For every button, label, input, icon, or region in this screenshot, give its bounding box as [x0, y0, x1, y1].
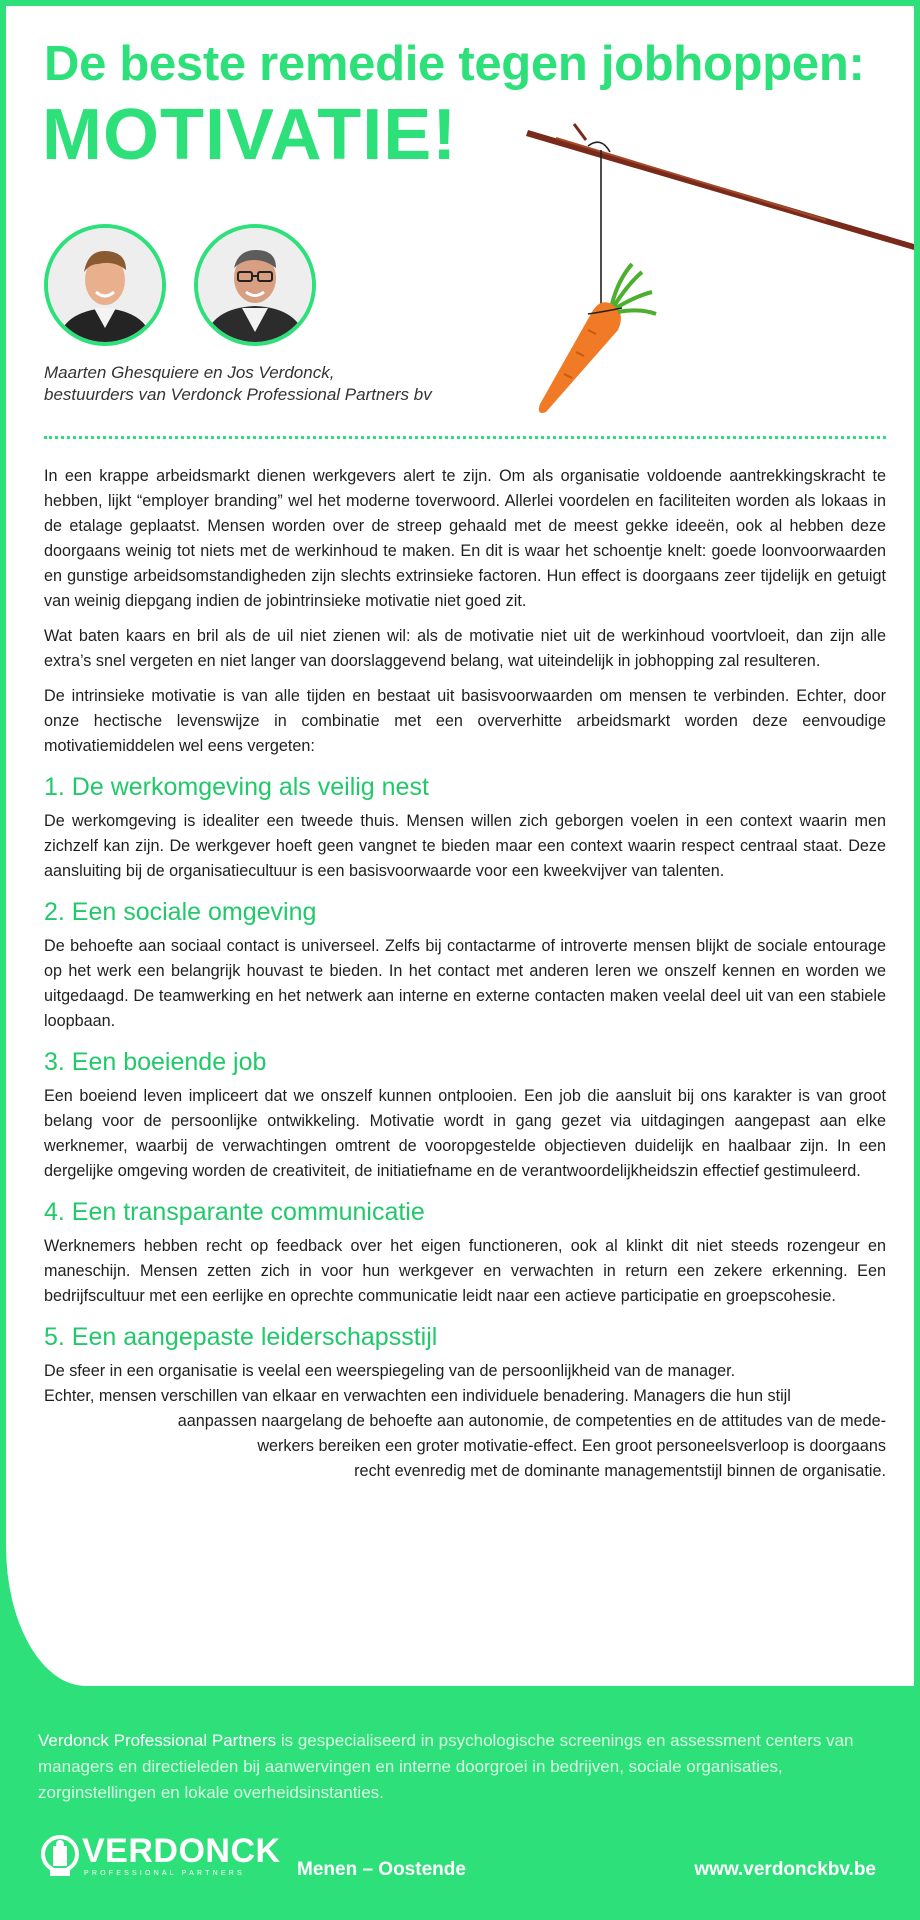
carrot-shape [539, 264, 656, 413]
section-heading-3: 3. Een boeiende job [44, 1048, 267, 1076]
article-page [6, 6, 914, 1686]
section-heading-1: 1. De werkomgeving als veilig nest [44, 773, 429, 801]
section-heading-4: 4. Een transparante communicatie [44, 1198, 425, 1226]
logo-subtitle: PROFESSIONAL PARTNERS [84, 1870, 245, 1877]
section-text-3: Een boeiend leven impliceert dat we onszelf kunnen ontplooien. Een job die aansluit bij ons karakter is van groot belang voor de persoonlijke ontwikkeling. Motivatie wordt in gang gezet via uitdagingen aangepast aan elke werknemer, waarbij de verwachtingen omtrent de vooropgestelde objectieven duidelijk en haalbaar zijn. In een dergelijke omgeving worden de creativiteit, de initiatiefname en de verantwoordelijkheidszin effectief gestimuleerd. [44, 1087, 886, 1180]
section-heading-5: 5. Een aangepaste leiderschapsstijl [44, 1323, 438, 1351]
footer-brand-name: Verdonck Professional Partners [38, 1731, 277, 1750]
logo-emblem-icon [40, 1834, 80, 1880]
footer-cities: Menen – Oostende [297, 1859, 466, 1880]
intro-paragraph-3: De intrinsieke motivatie is van alle tijden en bestaat uit basisvoorwaarden om mensen te verbinden. Echter, door onze hectische levenswijze in combinatie met een oververhitte arbeidsmarkt worden deze eenvoudige motivatiemiddelen wel eens vergeten: [44, 687, 886, 755]
section-text-5 [44, 1359, 886, 1484]
caption-line-1: Maarten Ghesquiere en Jos Verdonck, [44, 363, 335, 382]
section-5-line-3: aanpassen naargelang de behoefte aan autonomie, de competenties en de attitudes van de mede- [177, 1412, 886, 1430]
section-text-2: De behoefte aan sociaal contact is universeel. Zelfs bij contactarme of introverte mensen blijkt de sociale entourage op het werk een belangrijk houvast te bieden. In het contact met anderen leren we onszelf kennen en worden we uitgedaagd. De teamwerking en het netwerk aan interne en externe contacten maken veelal deel uit van een stabiele loopbaan. [44, 937, 886, 1030]
logo-word: VERDONCK [82, 1832, 281, 1870]
section-text-4: Werknemers hebben recht op feedback over het eigen functioneren, ook al klinkt dit niet steeds rozengeur en maneschijn. Mensen zetten zich in voor hun werkgever en verwachten in return een zekere erkenning. Een bedrijfscultuur met een eerlijke en oprechte communicatie leidt naar een actieve participatie en groepscohesie. [44, 1237, 886, 1305]
intro-paragraph-1: In een krappe arbeidsmarkt dienen werkgevers alert te zijn. Om als organisatie voldoende aantrekkingskracht te hebben, lijkt “employer branding” wel het moderne toverwoord. Allerlei voordelen en faciliteiten worden als lokaas in de etalage geplaatst. Mensen worden over de streep gehaald met de meest gekke ideeën, ook al hebben deze doorgaans weinig tot niets met de werkinhoud te maken. En dit is waar het schoentje knelt: goede loonvoorwaarden en gunstige arbeidsomstandigheden zijn slechts extrinsieke factoren. Hun effect is doorgaans zeer tijdelijk en getuigt van weinig diepgang indien de jobintrinsieke motivatie niet goed zit. [44, 467, 886, 610]
article-body [44, 464, 886, 1484]
footer-description [38, 1728, 888, 1806]
avatar-maarten-ghesquiere [44, 224, 166, 346]
section-5-line-1: De sfeer in een organisatie is veelal een weerspiegeling van de persoonlijkheid van de manager. [44, 1362, 736, 1380]
section-5-line-5: recht evenredig met de dominante managementstijl binnen de organisatie. [354, 1462, 886, 1480]
footer-description-text: is gespecialiseerd in psychologische screenings en assessment centers van managers en directieleden bij aanwervingen en interne doorgroei in bedrijven, sociale organisaties, zorginstellingen en lokale overheidsinstanties. [38, 1731, 854, 1802]
intro-paragraph-2: Wat baten kaars en bril als de uil niet zienen wil: als de motivatie niet uit de werkinhoud voortvloeit, dan zijn alle extra’s snel vergeten en niet langer van doorslaggevend belang, wat uiteindelijk in jobhopping zal resulteren. [44, 627, 886, 670]
section-5-line-4: werkers bereiken een groter motivatie-effect. Een groot personeelsverloop is doorgaans [257, 1437, 886, 1455]
section-5-line-2: Echter, mensen verschillen van elkaar en verwachten een individuele benadering. Managers die hun stijl [44, 1387, 791, 1405]
caption-line-2: bestuurders van Verdonck Professional Partners bv [44, 385, 432, 404]
title-line-2: MOTIVATIE! [42, 95, 458, 175]
carrot-on-stick-illustration [526, 116, 914, 416]
stick-shape [526, 130, 914, 250]
avatar-jos-verdonck [194, 224, 316, 346]
dotted-divider [44, 436, 886, 439]
title-line-1: De beste remedie tegen jobhoppen: [44, 37, 865, 91]
footer-website-link[interactable]: www.verdonckbv.be [694, 1859, 876, 1880]
section-text-1: De werkomgeving is idealiter een tweede thuis. Mensen willen zich geborgen voelen in een context waarin men zichzelf kan zijn. De werkgever hoeft geen vangnet te bieden maar een context waarin respect centraal staat. Deze aansluiting bij de organisatiecultuur is een basisvoorwaarde voor een kweekvijver van talenten. [44, 812, 886, 880]
section-heading-2: 2. Een sociale omgeving [44, 898, 317, 926]
verdonck-logo [40, 1834, 290, 1884]
authors-caption [44, 362, 432, 406]
